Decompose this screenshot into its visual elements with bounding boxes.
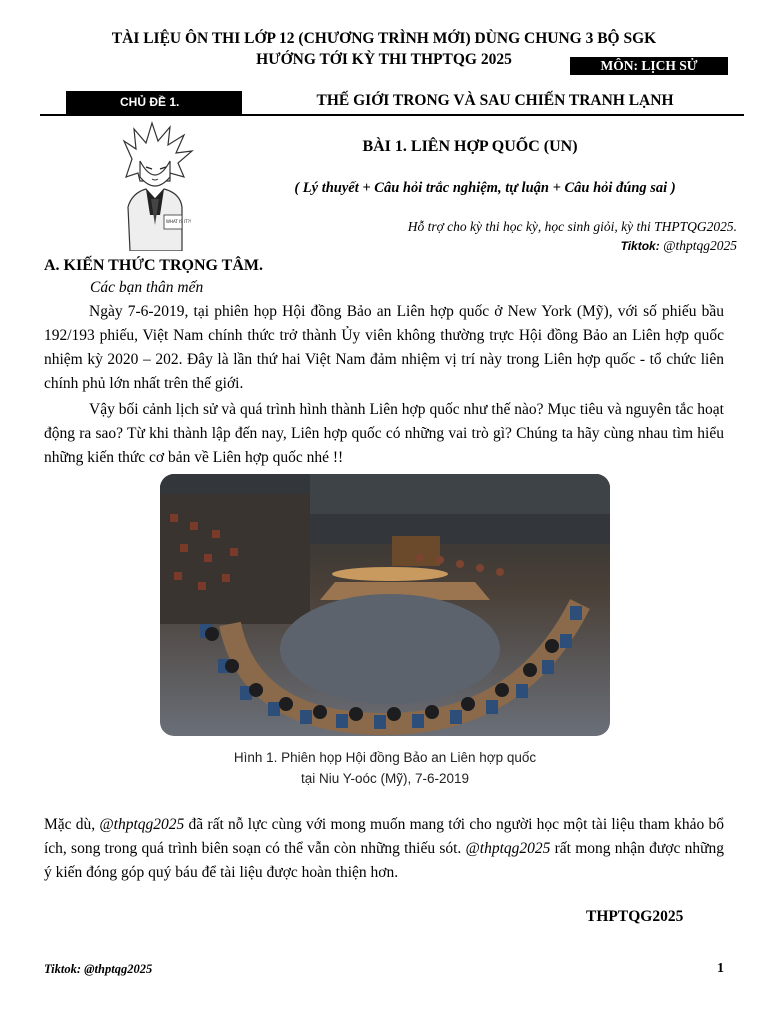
section-heading: A. KIẾN THỨC TRỌNG TÂM. xyxy=(44,257,263,274)
page-number: 1 xyxy=(717,961,724,976)
closing-paragraph xyxy=(44,813,724,885)
tiktok-label: Tiktok: xyxy=(620,239,660,253)
topic-badge: CHỦ ĐỀ 1. xyxy=(66,91,242,114)
figure-caption-line-1: Hình 1. Phiên họp Hội đồng Bảo an Liên hợp quốc xyxy=(233,750,537,765)
figure-caption xyxy=(160,747,610,789)
closing-text-1: Mặc dù, xyxy=(44,816,100,833)
intro-paragraph-1-text: Ngày 7-6-2019, tại phiên họp Hội đồng Bảo an Liên hợp quốc ở New York (Mỹ), với số phiếu bầu 192/193 phiếu, Việt Nam chính thức trở thành Ủy viên không thường trực Hội đồng Bảo an Liên hợp quốc nhiệm kỳ 2020 – 202. Đây là lần thứ hai Việt Nam đảm nhiệm vị trí này trong Liên hợp quốc - tổ chức liên chính phủ lớn nhất trên thế giới. xyxy=(44,303,724,392)
topic-title: THẾ GIỚI TRONG VÀ SAU CHIẾN TRANH LẠNH xyxy=(316,92,674,109)
closing-text-2: đã rất nỗ lực cùng với mong muốn mang tới cho người học một tài liệu tham khảo bổ ích, song trong quá trình biên soạn có thể vẫn còn những thiếu sót. xyxy=(44,816,724,857)
support-note: Hỗ trợ cho kỳ thi học kỳ, học sinh giỏi, kỳ thi THPTQG2025. xyxy=(407,219,737,234)
tiktok-handle: @thptqg2025 xyxy=(659,238,737,253)
subject-label: MÔN: LỊCH SỬ xyxy=(570,57,728,75)
intro-paragraph-2 xyxy=(44,398,724,470)
topic-divider xyxy=(40,114,744,116)
mascot-illustration xyxy=(110,119,200,251)
footer-tiktok: Tiktok: @thptqg2025 xyxy=(44,962,153,976)
closing-text-3: rất mong nhận được những ý kiến đóng góp quý báu để tài liệu được hoàn thiện hơn. xyxy=(44,840,724,881)
closing-handle-1: @thptqg2025 xyxy=(99,816,185,833)
greeting: Các bạn thân mến xyxy=(90,279,204,296)
mascot-shirt-text: WHAT IS IT?! xyxy=(166,219,192,224)
signoff: THPTQG2025 xyxy=(586,908,684,925)
figure-caption-line-2: tại Niu Y-oóc (Mỹ), 7-6-2019 xyxy=(300,771,470,786)
tiktok-credit xyxy=(500,238,737,254)
closing-handle-2: @thptqg2025 xyxy=(465,840,551,857)
header-line-2: HƯỚNG TỚI KỲ THI THPTQG 2025 xyxy=(256,51,512,68)
header-line-1: TÀI LIỆU ÔN THI LỚP 12 (CHƯƠNG TRÌNH MỚI) DÙNG CHUNG 3 BỘ SGK xyxy=(111,30,657,47)
lesson-subtitle: ( Lý thuyết + Câu hỏi trắc nghiệm, tự luận + Câu hỏi đúng sai ) xyxy=(294,180,676,196)
intro-paragraph-2-text: Vậy bối cảnh lịch sử và quá trình hình thành Liên hợp quốc như thế nào? Mục tiêu và nguyên tắc hoạt động ra sao? Từ khi thành lập đến nay, Liên hợp quốc có những vai trò gì? Chúng ta hãy cùng nhau tìm hiểu những kiến thức cơ bản về Liên hợp quốc nhé !! xyxy=(44,401,724,466)
un-security-council-photo xyxy=(160,474,610,736)
intro-paragraph-1 xyxy=(44,300,724,396)
lesson-title: BÀI 1. LIÊN HỢP QUỐC (UN) xyxy=(362,138,578,155)
